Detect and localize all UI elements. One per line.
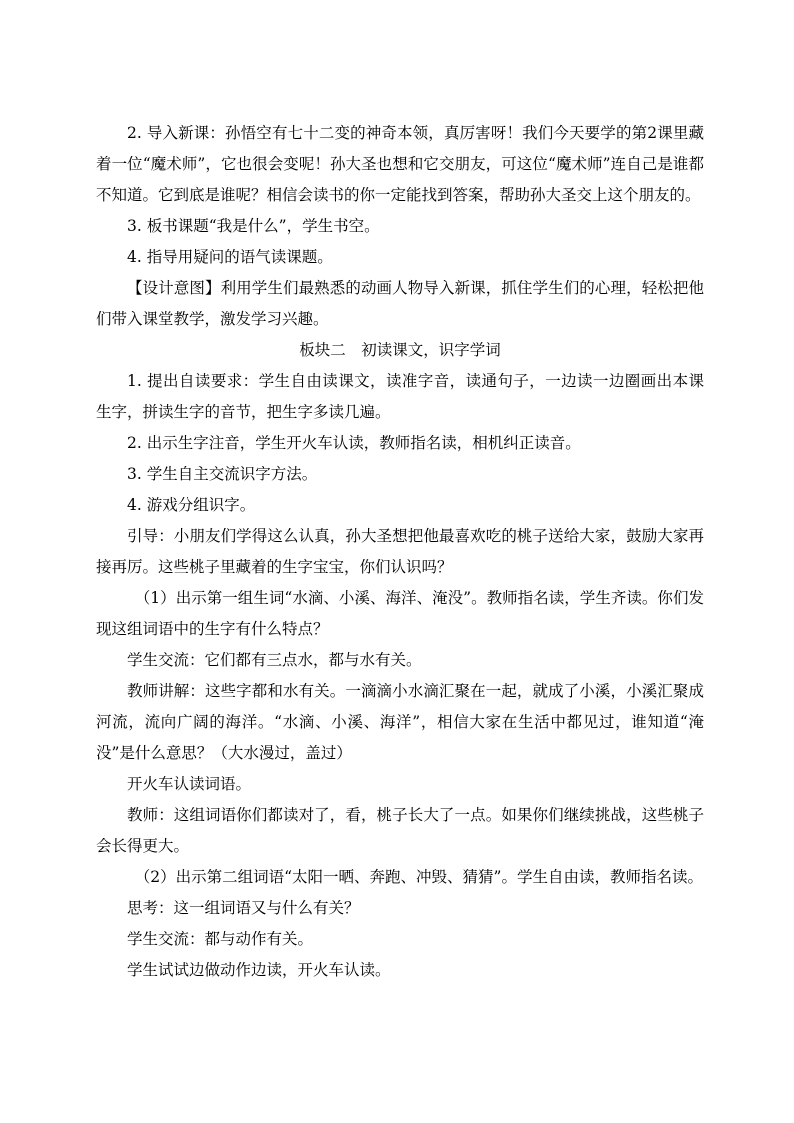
paragraph-exchange-methods: 3. 学生自主交流识字方法。	[127, 465, 318, 483]
paragraph-intro-new-lesson: 2. 导入新课：孙悟空有七十二变的神奇本领，真厉害呀！我们今天要学的第2课里藏着一位“魔术师”，它也很会变呢！孙大圣也想和它交朋友，可这位“魔术师”连自己是谁都不知道。它到底是谁呢？相信会读书的你一定能找到答案，帮助孙大圣交上这个朋友的。	[96, 124, 704, 204]
paragraph-student-exchange-1: 学生交流：它们都有三点水，都与水有关。	[127, 651, 422, 669]
paragraph-group-game: 4. 游戏分组识字。	[127, 496, 256, 514]
paragraph-guidance: 引导：小朋友们学得这么认真，孙大圣想把他最喜欢吃的桃子送给大家，鼓励大家再接再厉。这些桃子里藏着的生字宝宝，你们认识吗？	[96, 527, 704, 576]
paragraph-teacher-explanation: 教师讲解：这些字都和水有关。一滴滴小水滴汇聚在一起，就成了小溪，小溪汇聚成河流，流向广阔的海洋。“水滴、小溪、海洋”，相信大家在生活中都见过，谁知道“淹没”是什么意思？（大水漫过，盖过）	[96, 682, 704, 762]
paragraph-student-exchange-2: 学生交流：都与动作有关。	[127, 930, 314, 948]
paragraph-self-reading: 1. 提出自读要求：学生自由读课文，读准字音，读通句子，一边读一边圈画出本课生字，拼读生字的音节，把生字多读几遍。	[96, 372, 704, 421]
paragraph-design-intent: 【设计意图】利用学生们最熟悉的动画人物导入新课，抓住学生们的心理，轻松把他们带入课堂教学，激发学习兴趣。	[96, 279, 704, 328]
paragraph-act-and-read: 学生试试边做动作边读，开火车认读。	[127, 961, 391, 979]
paragraph-think: 思考：这一组词语又与什么有关？	[127, 899, 360, 917]
paragraph-second-word-group: （2）出示第二组词语“太阳一晒、奔跑、冲毁、猜猜”。学生自由读，教师指名读。	[134, 868, 703, 886]
paragraph-first-word-group: （1）出示第一组生词“水滴、小溪、海洋、淹没”。教师指名读，学生齐读。你们发现这组词语中的生字有什么特点？	[96, 589, 704, 638]
paragraph-show-characters: 2. 出示生字注音，学生开火车认读，教师指名读，相机纠正读音。	[127, 434, 581, 452]
lesson-plan-body	[96, 118, 704, 986]
paragraph-write-title: 3. 板书课题“我是什么”，学生书空。	[127, 217, 380, 235]
paragraph-train-reading: 开火车认读词语。	[127, 775, 252, 793]
paragraph-teacher-encourage: 教师：这组词语你们都读对了，看，桃子长大了一点。如果你们继续挑战，这些桃子会长得更大。	[96, 806, 704, 855]
paragraph-read-title: 4. 指导用疑问的语气读课题。	[127, 248, 333, 266]
section-heading: 板块二 初读课文，识字学词	[299, 341, 501, 359]
